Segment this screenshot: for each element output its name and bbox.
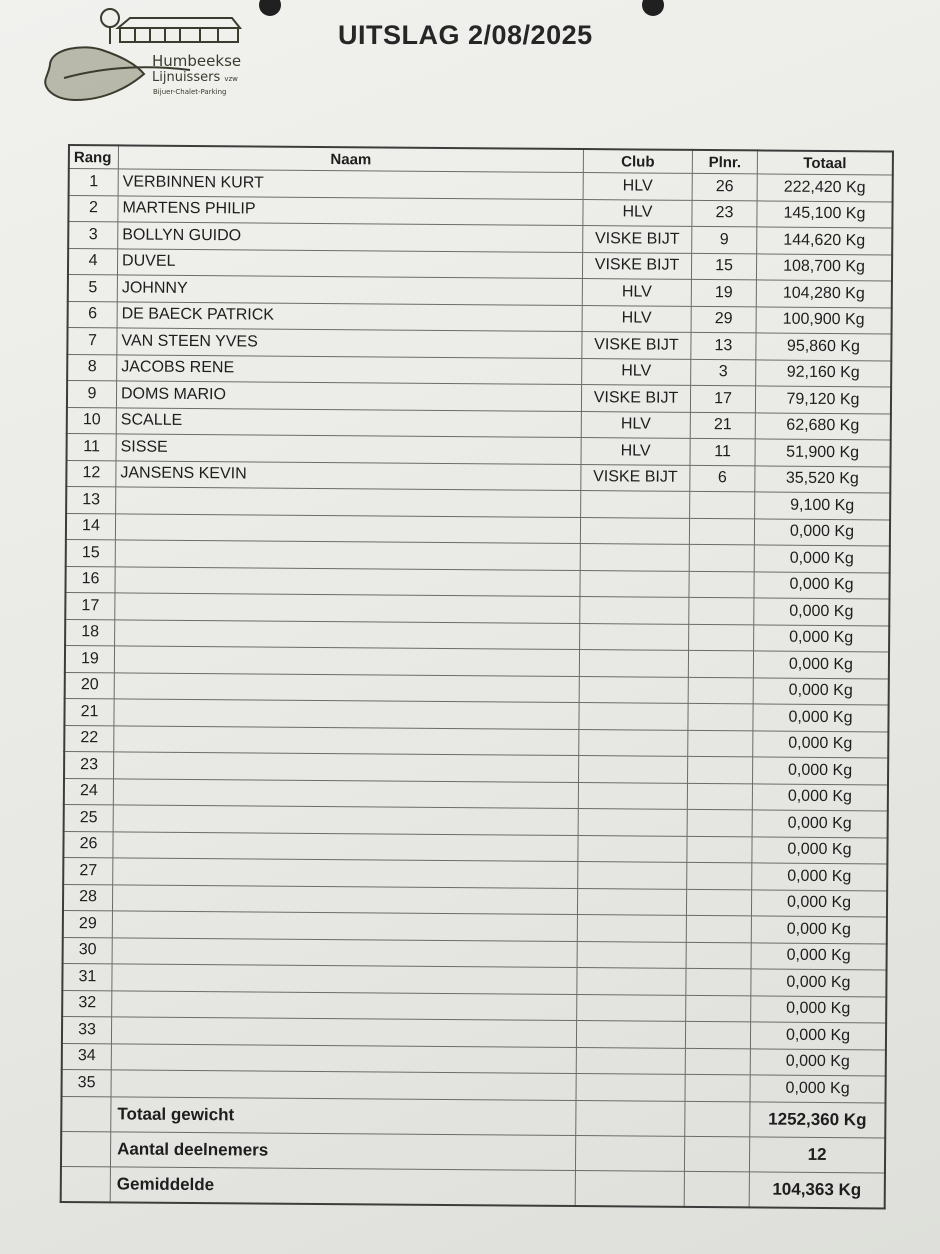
summary-empty-cell	[61, 1096, 111, 1131]
cell-rang: 4	[68, 248, 118, 275]
logo-line-1: Humbeekse	[152, 52, 242, 70]
cell-rang: 7	[67, 328, 117, 355]
cell-club: HLV	[581, 438, 690, 465]
cell-rang: 6	[68, 301, 118, 328]
cell-totaal: 0,000 Kg	[754, 571, 890, 599]
cell-club	[580, 570, 689, 597]
cell-plnr: 26	[692, 173, 757, 200]
cell-plnr: 15	[691, 253, 756, 280]
cell-totaal: 9,100 Kg	[755, 492, 891, 520]
cell-rang: 15	[66, 539, 116, 566]
cell-rang: 10	[67, 407, 117, 434]
cell-rang: 31	[62, 963, 112, 990]
cell-totaal: 0,000 Kg	[752, 783, 888, 811]
cell-rang: 8	[67, 354, 117, 381]
cell-club: VISKE BIJT	[581, 464, 690, 491]
cell-plnr: 21	[690, 412, 755, 439]
cell-naam	[111, 1043, 576, 1073]
cell-plnr: 19	[691, 279, 756, 306]
cell-naam	[114, 646, 579, 676]
cell-plnr	[689, 544, 754, 571]
cell-plnr	[689, 571, 754, 598]
summary-empty-cell	[684, 1136, 749, 1172]
cell-naam	[114, 672, 579, 702]
cell-naam	[112, 990, 577, 1020]
cell-rang: 32	[62, 990, 112, 1017]
cell-club: HLV	[582, 305, 691, 332]
cell-club: HLV	[582, 279, 691, 306]
cell-club	[578, 809, 687, 836]
cell-plnr: 6	[690, 465, 755, 492]
cell-naam: VAN STEEN YVES	[117, 328, 582, 358]
cell-club	[581, 491, 690, 518]
cell-naam	[111, 1070, 576, 1100]
summary-totaal-label: Totaal gewicht	[111, 1096, 576, 1135]
summary-empty-cell	[684, 1171, 749, 1207]
cell-rang: 27	[63, 857, 113, 884]
summary-empty-cell	[61, 1166, 111, 1202]
cell-club	[580, 597, 689, 624]
cell-naam	[114, 725, 579, 755]
cell-totaal: 51,900 Kg	[755, 439, 891, 467]
cell-club: HLV	[581, 411, 690, 438]
header-totaal: Totaal	[757, 150, 893, 175]
cell-totaal: 0,000 Kg	[752, 863, 888, 891]
cell-totaal: 0,000 Kg	[753, 651, 889, 679]
summary-totaal-value: 1252,360 Kg	[750, 1101, 886, 1137]
cell-naam: DOMS MARIO	[116, 381, 581, 411]
cell-plnr	[686, 915, 751, 942]
cell-naam	[115, 593, 580, 623]
header-plnr: Plnr.	[692, 150, 757, 174]
cell-totaal: 0,000 Kg	[754, 545, 890, 573]
cell-rang: 25	[64, 804, 114, 831]
summary-empty-cell	[61, 1131, 111, 1166]
results-body	[62, 169, 893, 1103]
cell-plnr	[686, 942, 751, 969]
cell-totaal: 0,000 Kg	[750, 1048, 886, 1076]
cell-club	[579, 756, 688, 783]
club-logo	[40, 4, 260, 108]
cell-naam	[112, 937, 577, 967]
cell-naam: SISSE	[116, 434, 581, 464]
cell-totaal: 95,860 Kg	[756, 333, 892, 361]
cell-plnr: 23	[692, 200, 757, 227]
cell-club	[580, 517, 689, 544]
summary-empty-cell	[575, 1170, 684, 1206]
cell-totaal: 0,000 Kg	[751, 969, 887, 997]
cell-rang: 33	[62, 1016, 112, 1043]
cell-club	[579, 729, 688, 756]
page-title: UITSLAG 2/08/2025	[338, 20, 593, 50]
cell-plnr	[686, 968, 751, 995]
cell-rang: 34	[62, 1043, 112, 1070]
cell-rang: 2	[68, 195, 118, 222]
punch-hole-right	[642, 0, 664, 16]
cell-naam	[113, 778, 578, 808]
cell-naam	[111, 1017, 576, 1047]
cell-totaal: 222,420 Kg	[757, 174, 893, 202]
cell-club	[578, 835, 687, 862]
cell-plnr: 9	[692, 226, 757, 253]
cell-plnr	[688, 650, 753, 677]
cell-naam	[113, 858, 578, 888]
cell-naam	[116, 487, 581, 517]
cell-totaal: 0,000 Kg	[753, 677, 889, 705]
cell-totaal: 108,700 Kg	[756, 253, 892, 281]
cell-plnr	[688, 730, 753, 757]
cell-naam: VERBINNEN KURT	[118, 169, 583, 199]
cell-club	[580, 544, 689, 571]
cell-totaal: 0,000 Kg	[751, 889, 887, 917]
cell-rang: 17	[65, 592, 115, 619]
cell-plnr	[688, 756, 753, 783]
cell-club	[577, 915, 686, 942]
cell-club: VISKE BIJT	[582, 332, 691, 359]
cell-club	[577, 968, 686, 995]
cell-rang: 19	[65, 645, 115, 672]
cell-naam	[115, 513, 580, 543]
cell-rang: 21	[64, 698, 114, 725]
summary-deelnemers-value: 12	[749, 1136, 885, 1172]
cell-rang: 29	[63, 910, 113, 937]
cell-club	[580, 623, 689, 650]
cell-totaal: 0,000 Kg	[754, 598, 890, 626]
summary-gemiddelde-value: 104,363 Kg	[749, 1171, 885, 1208]
cell-club: HLV	[583, 199, 692, 226]
cell-plnr: 3	[691, 359, 756, 386]
cell-club	[577, 994, 686, 1021]
cell-rang: 14	[66, 513, 116, 540]
cell-totaal: 0,000 Kg	[751, 942, 887, 970]
cell-totaal: 0,000 Kg	[752, 810, 888, 838]
cell-plnr	[685, 1048, 750, 1075]
cell-naam	[112, 884, 577, 914]
cell-rang: 28	[63, 884, 113, 911]
cell-naam	[114, 752, 579, 782]
cell-rang: 30	[63, 937, 113, 964]
cell-totaal: 79,120 Kg	[755, 386, 891, 414]
cell-rang: 24	[64, 778, 114, 805]
logo-line-2	[152, 70, 238, 85]
cell-club	[576, 1074, 685, 1101]
cell-rang: 3	[68, 222, 118, 249]
cell-rang: 12	[66, 460, 116, 487]
cell-naam: DUVEL	[117, 248, 582, 278]
cell-naam: JOHNNY	[117, 275, 582, 305]
cell-totaal: 0,000 Kg	[752, 757, 888, 785]
cell-club	[579, 676, 688, 703]
cell-totaal: 0,000 Kg	[752, 836, 888, 864]
header-naam: Naam	[118, 145, 583, 172]
cell-plnr	[687, 783, 752, 810]
cell-naam	[115, 619, 580, 649]
cell-rang: 11	[67, 433, 117, 460]
cell-club	[576, 1047, 685, 1074]
cell-totaal: 0,000 Kg	[750, 1075, 886, 1103]
cell-club	[577, 888, 686, 915]
cell-plnr	[687, 809, 752, 836]
cell-plnr	[689, 518, 754, 545]
cell-plnr	[688, 677, 753, 704]
cell-rang: 35	[62, 1069, 112, 1096]
cell-club	[579, 650, 688, 677]
cell-totaal: 35,520 Kg	[755, 465, 891, 493]
cell-totaal: 0,000 Kg	[753, 704, 889, 732]
cell-plnr	[685, 1074, 750, 1101]
summary-gemiddelde-label: Gemiddelde	[110, 1166, 575, 1205]
cell-plnr	[690, 491, 755, 518]
cell-club	[577, 941, 686, 968]
cell-naam: SCALLE	[116, 407, 581, 437]
cell-totaal: 0,000 Kg	[750, 1022, 886, 1050]
header-rang: Rang	[69, 145, 119, 169]
cell-totaal: 145,100 Kg	[757, 200, 893, 228]
cell-rang: 26	[63, 831, 113, 858]
cell-rang: 20	[65, 672, 115, 699]
cell-naam	[113, 805, 578, 835]
summary-empty-cell	[575, 1135, 684, 1171]
cell-naam: JANSENS KEVIN	[116, 460, 581, 490]
cell-club: HLV	[582, 358, 691, 385]
logo-line-2-suffix: vzw	[224, 75, 238, 83]
cell-naam: JACOBS RENE	[117, 354, 582, 384]
summary-empty-cell	[576, 1100, 685, 1136]
cell-naam	[115, 566, 580, 596]
cell-totaal: 0,000 Kg	[754, 518, 890, 546]
cell-plnr	[685, 1021, 750, 1048]
cell-plnr	[687, 862, 752, 889]
cell-rang: 23	[64, 751, 114, 778]
cell-club	[578, 862, 687, 889]
cell-totaal: 62,680 Kg	[755, 412, 891, 440]
cell-rang: 5	[68, 275, 118, 302]
cell-plnr: 13	[691, 332, 756, 359]
cell-club: VISKE BIJT	[581, 385, 690, 412]
logo-line-3: Bijuer-Chalet-Parking	[153, 88, 227, 96]
cell-plnr: 29	[691, 306, 756, 333]
cell-plnr	[686, 995, 751, 1022]
cell-club	[579, 703, 688, 730]
header-club: Club	[583, 149, 692, 173]
cell-totaal: 0,000 Kg	[754, 624, 890, 652]
cell-naam	[115, 540, 580, 570]
cell-club: VISKE BIJT	[582, 252, 691, 279]
logo-line-2-text: Lijnuissers	[152, 70, 221, 85]
cell-plnr	[687, 836, 752, 863]
summary-row-gemiddelde	[61, 1166, 885, 1208]
cell-rang: 18	[65, 619, 115, 646]
cell-plnr: 11	[690, 438, 755, 465]
cell-plnr: 17	[690, 385, 755, 412]
summary-deelnemers-label: Aantal deelnemers	[110, 1131, 575, 1170]
cell-rang: 16	[65, 566, 115, 593]
cell-totaal: 104,280 Kg	[756, 280, 892, 308]
cell-club	[576, 1021, 685, 1048]
cell-plnr	[689, 597, 754, 624]
cell-naam: BOLLYN GUIDO	[118, 222, 583, 252]
cell-naam	[112, 964, 577, 994]
cell-rang: 13	[66, 486, 116, 513]
cell-naam	[114, 699, 579, 729]
results-table	[60, 144, 894, 1209]
cell-club: HLV	[583, 173, 692, 200]
cell-plnr	[689, 624, 754, 651]
cell-plnr	[688, 703, 753, 730]
cell-naam: MARTENS PHILIP	[118, 195, 583, 225]
cell-club: VISKE BIJT	[583, 226, 692, 253]
cell-totaal: 100,900 Kg	[756, 306, 892, 334]
cell-naam	[112, 911, 577, 941]
cell-totaal: 0,000 Kg	[751, 916, 887, 944]
cell-totaal: 144,620 Kg	[757, 227, 893, 255]
cell-totaal: 0,000 Kg	[751, 995, 887, 1023]
punch-hole-left	[259, 0, 281, 16]
cell-totaal: 92,160 Kg	[756, 359, 892, 387]
cell-rang: 1	[69, 169, 119, 196]
summary-empty-cell	[685, 1101, 750, 1137]
cell-rang: 22	[64, 725, 114, 752]
cell-club	[578, 782, 687, 809]
cell-plnr	[686, 889, 751, 916]
cell-naam	[113, 831, 578, 861]
cell-rang: 9	[67, 381, 117, 408]
cell-naam: DE BAECK PATRICK	[117, 301, 582, 331]
cell-totaal: 0,000 Kg	[753, 730, 889, 758]
